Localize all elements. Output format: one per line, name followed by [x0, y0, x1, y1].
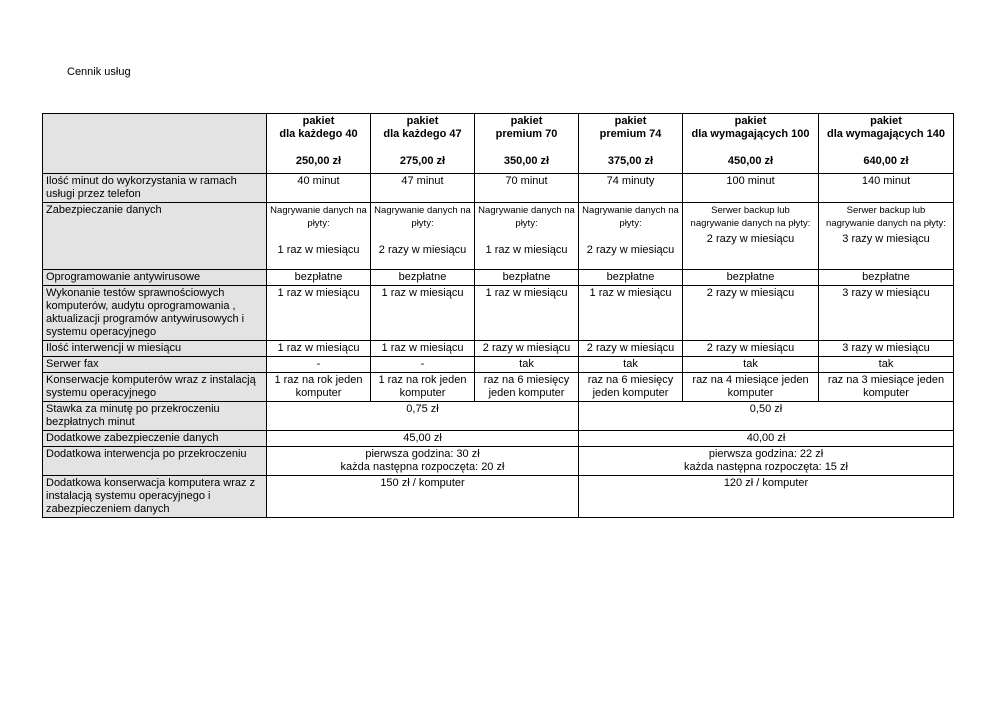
package-line1: pakiet — [406, 115, 439, 127]
table-cell: 47 minut — [371, 174, 475, 203]
row-label: Dodatkowe zabezpieczenie danych — [43, 431, 267, 447]
header-row — [43, 114, 954, 174]
package-header — [683, 114, 819, 174]
security-frequency: 2 razy w miesiącu — [706, 233, 795, 245]
table-cell: raz na 6 miesięcy jeden komputer — [475, 373, 579, 402]
table-cell: 2 razy w miesiącu — [683, 286, 819, 341]
table-cell: bezpłatne — [475, 270, 579, 286]
table-row-minutes — [43, 174, 954, 203]
merged-cell-group-b: 40,00 zł — [579, 431, 954, 447]
security-frequency: 1 raz w miesiącu — [277, 244, 360, 256]
table-cell: 2 razy w miesiącu — [475, 341, 579, 357]
package-line1: pakiet — [734, 115, 767, 127]
package-name: dla każdego 47 — [383, 128, 462, 140]
table-row-extra-maintenance — [43, 476, 954, 518]
table-cell: tak — [819, 357, 954, 373]
row-label: Wykonanie testów sprawnościowych komputerów, audytu oprogramowania , aktualizacji programów antywirusowych i systemu operacyjnego — [43, 286, 267, 341]
security-detail: Serwer backup lub nagrywanie danych na płyty: — [826, 205, 946, 229]
table-row-interventions — [43, 341, 954, 357]
table-row-overtime-rate — [43, 402, 954, 431]
table-row-maintenance — [43, 373, 954, 402]
package-price: 350,00 zł — [503, 155, 550, 167]
table-cell: 2 razy w miesiącu — [579, 341, 683, 357]
table-cell: bezpłatne — [579, 270, 683, 286]
table-cell: bezpłatne — [819, 270, 954, 286]
intervention-first-hour: pierwsza godzina: 22 zł — [708, 448, 824, 460]
table-cell — [579, 203, 683, 270]
table-cell: bezpłatne — [371, 270, 475, 286]
table-cell: bezpłatne — [683, 270, 819, 286]
table-cell: 1 raz w miesiącu — [475, 286, 579, 341]
package-header — [475, 114, 579, 174]
table-cell: 1 raz w miesiącu — [267, 341, 371, 357]
security-frequency: 2 razy w miesiącu — [586, 244, 675, 256]
table-row-extra-intervention — [43, 447, 954, 476]
security-frequency: 1 raz w miesiącu — [485, 244, 568, 256]
table-cell: raz na 3 miesiące jeden komputer — [819, 373, 954, 402]
merged-cell-group-a: 0,75 zł — [267, 402, 579, 431]
package-name: dla wymagających 100 — [691, 128, 810, 140]
package-price: 375,00 zł — [607, 155, 654, 167]
pricing-table — [42, 113, 954, 518]
package-header — [371, 114, 475, 174]
table-cell: 140 minut — [819, 174, 954, 203]
table-cell: tak — [579, 357, 683, 373]
intervention-first-hour: pierwsza godzina: 30 zł — [365, 448, 480, 460]
table-cell: 1 raz w miesiącu — [371, 341, 475, 357]
security-detail: Nagrywanie danych na płyty: — [270, 205, 367, 229]
row-label: Stawka za minutę po przekroczeniu bezpłatnych minut — [43, 402, 267, 431]
table-cell: 1 raz na rok jeden komputer — [371, 373, 475, 402]
package-line1: pakiet — [870, 115, 902, 127]
row-label: Dodatkowa interwencja po przekroczeniu — [43, 447, 267, 476]
row-label: Konserwacje komputerów wraz z instalacją systemu operacyjnego — [43, 373, 267, 402]
table-cell: 1 raz w miesiącu — [579, 286, 683, 341]
table-row-security — [43, 203, 954, 270]
row-label: Ilość minut do wykorzystania w ramach usługi przez telefon — [43, 174, 267, 203]
table-cell: 40 minut — [267, 174, 371, 203]
table-cell: bezpłatne — [267, 270, 371, 286]
package-price: 450,00 zł — [727, 155, 774, 167]
table-cell: 100 minut — [683, 174, 819, 203]
package-price: 250,00 zł — [295, 155, 342, 167]
package-name: dla wymagających 140 — [826, 128, 945, 140]
intervention-next-hours: każda następna rozpoczęta: 20 zł — [340, 461, 505, 473]
package-header — [579, 114, 683, 174]
package-line1: pakiet — [302, 115, 335, 127]
table-cell: 1 raz w miesiącu — [371, 286, 475, 341]
merged-cell-group-b: 0,50 zł — [579, 402, 954, 431]
package-header — [819, 114, 954, 174]
security-detail: Nagrywanie danych na płyty: — [478, 205, 575, 229]
table-cell: 3 razy w miesiącu — [819, 341, 954, 357]
package-name: premium 74 — [599, 128, 662, 140]
table-cell: tak — [683, 357, 819, 373]
security-frequency: 3 razy w miesiącu — [842, 233, 930, 245]
table-cell: - — [371, 357, 475, 373]
table-cell: raz na 4 miesiące jeden komputer — [683, 373, 819, 402]
security-detail: Serwer backup lub nagrywanie danych na płyty: — [690, 205, 811, 229]
table-cell: tak — [475, 357, 579, 373]
security-frequency: 2 razy w miesiącu — [378, 244, 467, 256]
merged-cell-group-b — [579, 447, 954, 476]
table-cell — [371, 203, 475, 270]
table-row-tests — [43, 286, 954, 341]
intervention-next-hours: każda następna rozpoczęta: 15 zł — [684, 461, 848, 473]
merged-cell-group-b: 120 zł / komputer — [579, 476, 954, 518]
merged-cell-group-a: 150 zł / komputer — [267, 476, 579, 518]
package-price: 640,00 zł — [863, 155, 909, 167]
row-label: Oprogramowanie antywirusowe — [43, 270, 267, 286]
row-label: Serwer fax — [43, 357, 267, 373]
table-cell: - — [267, 357, 371, 373]
merged-cell-group-a: 45,00 zł — [267, 431, 579, 447]
table-cell: 74 minuty — [579, 174, 683, 203]
package-price: 275,00 zł — [399, 155, 446, 167]
package-line1: pakiet — [614, 115, 647, 127]
table-row-extra-security — [43, 431, 954, 447]
table-cell: 2 razy w miesiącu — [683, 341, 819, 357]
table-cell: raz na 6 miesięcy jeden komputer — [579, 373, 683, 402]
table-row-fax — [43, 357, 954, 373]
table-cell: 1 raz w miesiącu — [267, 286, 371, 341]
table-row-antivirus — [43, 270, 954, 286]
row-label: Dodatkowa konserwacja komputera wraz z instalacją systemu operacyjnego i zabezpieczeniem danych — [43, 476, 267, 518]
merged-cell-group-a — [267, 447, 579, 476]
security-detail: Nagrywanie danych na płyty: — [582, 205, 679, 229]
package-name: dla każdego 40 — [279, 128, 358, 140]
row-label: Ilość interwencji w miesiącu — [43, 341, 267, 357]
security-detail: Nagrywanie danych na płyty: — [374, 205, 471, 229]
package-name: premium 70 — [495, 128, 558, 140]
table-cell — [683, 203, 819, 270]
table-cell: 70 minut — [475, 174, 579, 203]
table-cell — [475, 203, 579, 270]
page-title: Cennik usług — [67, 66, 131, 78]
header-corner-cell — [43, 114, 267, 174]
package-header — [267, 114, 371, 174]
row-label: Zabezpieczanie danych — [43, 203, 267, 270]
table-cell — [267, 203, 371, 270]
table-cell: 1 raz na rok jeden komputer — [267, 373, 371, 402]
table-cell — [819, 203, 954, 270]
package-line1: pakiet — [510, 115, 543, 127]
table-cell: 3 razy w miesiącu — [819, 286, 954, 341]
